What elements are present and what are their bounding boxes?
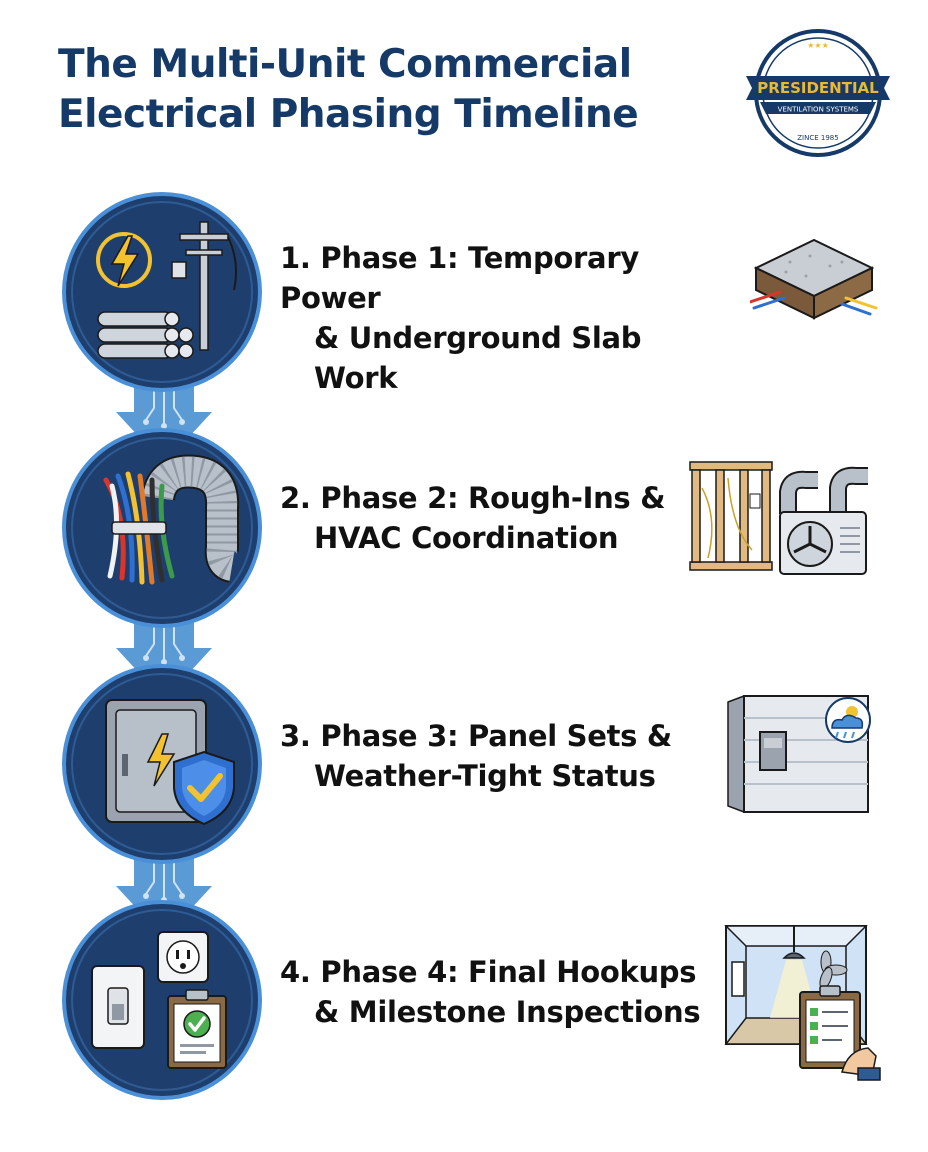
phase-2-title: 2. Phase 2: Rough-Ins & bbox=[280, 481, 666, 515]
concrete-slab-icon bbox=[750, 232, 878, 328]
page-title bbox=[58, 40, 638, 140]
phase-3-title: 3. Phase 3: Panel Sets & bbox=[280, 719, 672, 753]
phase-2-subtitle: HVAC Coordination bbox=[314, 521, 619, 555]
logo-stars: ★★★ bbox=[807, 41, 829, 50]
wall-framing-hvac-icon bbox=[688, 458, 870, 578]
phase-1-label bbox=[280, 238, 730, 398]
wires-ductwork-icon bbox=[62, 428, 262, 628]
logo-since: ZINCE 1985 bbox=[797, 134, 839, 142]
power-pole-conduit-icon bbox=[62, 192, 262, 392]
logo-brand: PRESIDENTIAL bbox=[757, 79, 879, 97]
phase-2-label bbox=[280, 478, 730, 558]
phase-1-subtitle: & Underground Slab Work bbox=[314, 321, 642, 395]
siding-panel-weather-icon bbox=[726, 694, 872, 814]
title-line-2: Electrical Phasing Timeline bbox=[58, 92, 639, 137]
presidential-logo bbox=[744, 28, 892, 158]
phase-3-label bbox=[280, 716, 730, 796]
title-line-1: The Multi-Unit Commercial bbox=[58, 42, 632, 87]
phase-4-label bbox=[280, 952, 730, 1032]
phase-3-subtitle: Weather-Tight Status bbox=[314, 759, 656, 793]
electrical-panel-shield-icon bbox=[62, 664, 262, 864]
phase-1-title: 1. Phase 1: Temporary Power bbox=[280, 241, 639, 315]
switch-outlet-checklist-icon bbox=[62, 900, 262, 1100]
phase-4-title: 4. Phase 4: Final Hookups bbox=[280, 955, 697, 989]
logo-subtitle: VENTILATION SYSTEMS bbox=[777, 105, 859, 114]
room-inspection-clipboard-icon bbox=[722, 922, 882, 1082]
phase-4-subtitle: & Milestone Inspections bbox=[314, 995, 701, 1029]
